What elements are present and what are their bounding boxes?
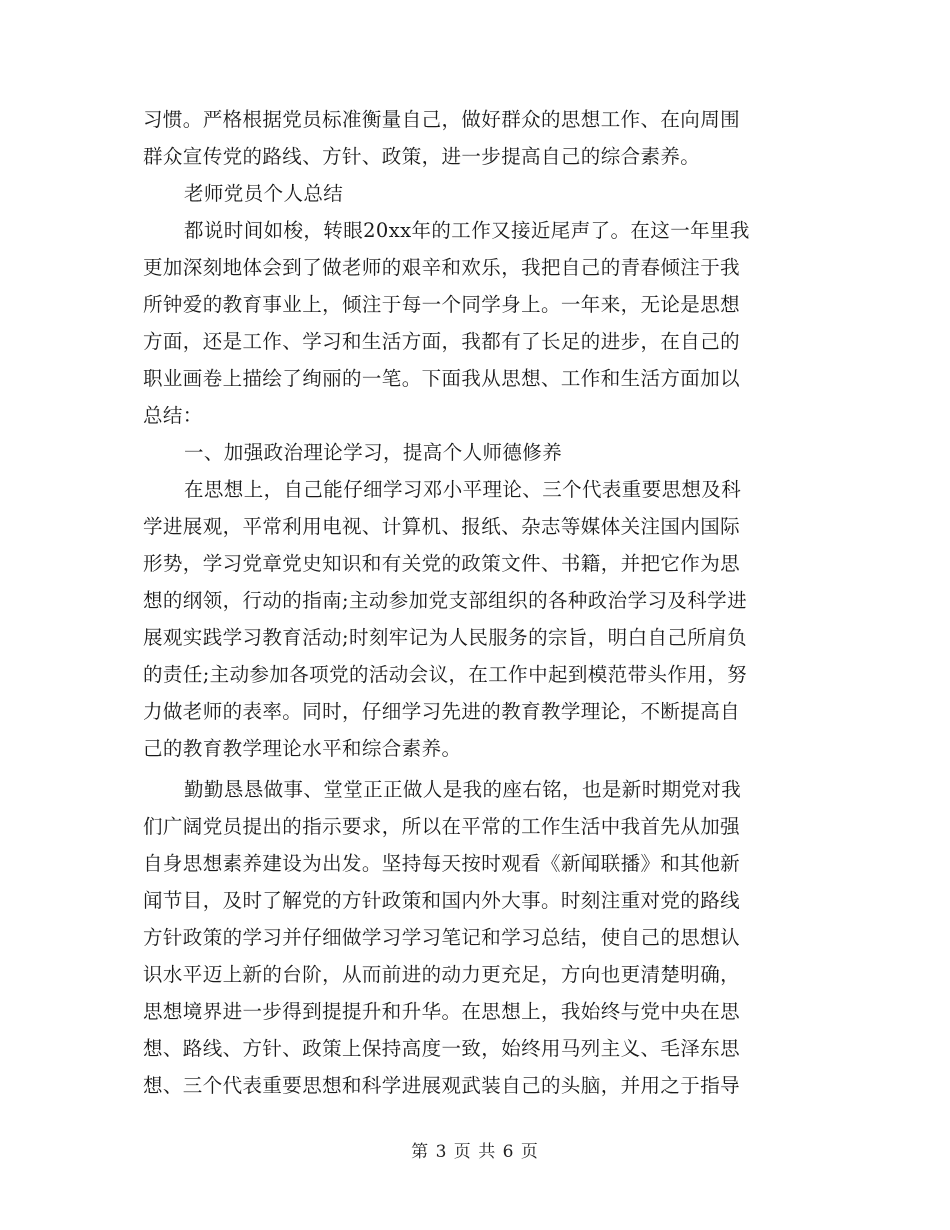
text-line: 总结： [143,404,203,427]
text-line: 展观实践学习教育活动;时刻牢记为人民服务的宗旨，明白自己所肩负 [143,626,747,649]
text-line: 识水平迈上新的台阶，从而前进的动力更充足，方向也更清楚明确， [143,963,741,986]
paragraph-start: 勤勤恳恳做事、堂堂正正做人是我的座右铭，也是新时期党对我 [184,778,742,801]
text-line: 习惯。严格根据党员标准衡量自己，做好群众的思想工作、在向周围 [143,108,741,131]
text-line: 己的教育教学理论水平和综合素养。 [143,737,462,760]
document-body [143,101,803,1104]
text-line: 职业画卷上描绘了绚丽的一笔。下面我从思想、工作和生活方面加以 [143,367,741,390]
text-line: 方面，还是工作、学习和生活方面，我都有了长足的进步，在自己的 [143,330,741,353]
section-heading: 一、加强政治理论学习，提高个人师德修养 [184,441,563,464]
text-line: 闻节目，及时了解党的方针政策和国内外大事。时刻注重对党的路线 [143,889,741,912]
text-line: 想、三个代表重要思想和科学进展观武装自己的头脑，并用之于指导 [143,1074,741,1097]
text-line: 的责任;主动参加各项党的活动会议，在工作中起到模范带头作用，努 [143,663,747,686]
text-line: 思想境界进一步得到提提升和升华。在思想上，我始终与党中央在思 [143,1000,741,1023]
paragraph-start: 都说时间如梭，转眼20xx年的工作又接近尾声了。在这一年里我 [184,219,750,242]
page-footer: 第 3 页 共 6 页 [411,1142,539,1162]
text-line: 力做老师的表率。同时，仔细学习先进的教育教学理论，不断提高自 [143,700,741,723]
text-line: 想、路线、方针、政策上保持高度一致，始终用马列主义、毛泽东思 [143,1037,741,1060]
text-line: 方针政策的学习并仔细做学习学习笔记和学习总结，使自己的思想认 [143,926,741,949]
text-line: 更加深刻地体会到了做老师的艰辛和欢乐，我把自己的青春倾注于我 [143,256,741,279]
text-line: 们广阔党员提出的指示要求，所以在平常的工作生活中我首先从加强 [143,815,741,838]
paragraph-start: 在思想上，自己能仔细学习邓小平理论、三个代表重要思想及科 [184,478,742,501]
text-line: 形势，学习党章党史知识和有关党的政策文件、书籍，并把它作为思 [143,552,741,575]
text-line: 想的纲领，行动的指南;主动参加党支部组织的各种政治学习及科学进 [143,589,747,612]
text-line: 自身思想素养建设为出发。坚持每天按时观看《新闻联播》和其他新 [143,852,741,875]
text-line: 学进展观，平常利用电视、计算机、报纸、杂志等媒体关注国内国际 [143,515,741,538]
text-line: 所钟爱的教育事业上，倾注于每一个同学身上。一年来，无论是思想 [143,293,741,316]
section-title: 老师党员个人总结 [184,182,344,205]
text-line: 群众宣传党的路线、方针、政策，进一步提高自己的综合素养。 [143,145,701,168]
